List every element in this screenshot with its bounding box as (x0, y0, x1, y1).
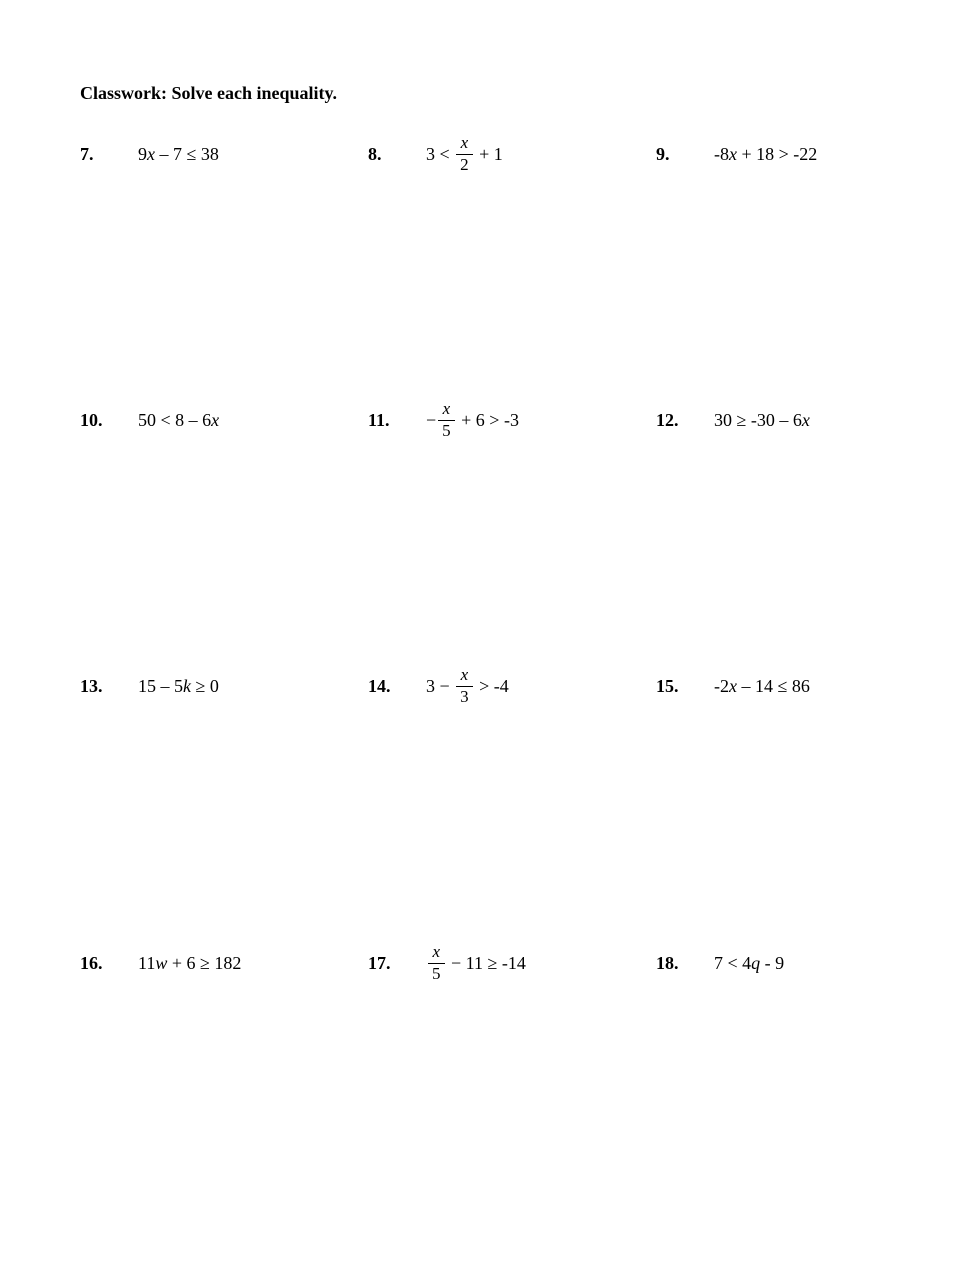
expression-text: – 7 ≤ 38 (155, 143, 219, 164)
problem-expression (138, 953, 241, 974)
problem-number: 11. (368, 409, 390, 430)
expression-text: – 14 ≤ 86 (737, 675, 810, 696)
problem-expression (138, 410, 219, 431)
problem-number: 8. (368, 143, 382, 164)
variable: x (801, 409, 810, 430)
expression-text: 7 < 4 (714, 952, 752, 973)
fraction-denominator: 5 (428, 963, 445, 984)
problem-number: 10. (80, 409, 103, 430)
fraction-numerator: x (442, 399, 451, 419)
problem-expression (714, 676, 810, 697)
problem-expression (138, 144, 219, 165)
problem-expression (426, 665, 509, 707)
problem-number: 18. (656, 952, 679, 973)
expression-text: + 6 ≥ 182 (167, 952, 242, 973)
problem-15 (656, 654, 810, 718)
problem-row (0, 654, 979, 718)
problem-expression (426, 942, 526, 984)
expression-text: − (426, 409, 437, 430)
fraction-denominator: 2 (456, 154, 473, 175)
variable: w (155, 952, 168, 973)
variable: q (751, 952, 761, 973)
problem-expression (426, 133, 503, 175)
problem-expression (714, 144, 817, 165)
expression-text: − 11 ≥ -14 (446, 952, 526, 973)
expression-text: > -4 (474, 675, 509, 696)
problem-18 (656, 931, 784, 995)
fraction-numerator: x (460, 665, 469, 685)
problem-number: 14. (368, 675, 391, 696)
expression-text: 3 − (426, 675, 455, 696)
variable: x (147, 143, 155, 164)
expression-text: -8 (714, 143, 729, 164)
problem-7 (80, 122, 219, 186)
expression-text: + 18 > -22 (737, 143, 818, 164)
problem-number: 9. (656, 143, 670, 164)
problem-number: 7. (80, 143, 94, 164)
fraction-denominator: 5 (438, 420, 455, 441)
problem-14 (368, 654, 509, 718)
problem-11 (368, 388, 519, 452)
variable: k (183, 675, 191, 696)
variable: x (211, 409, 220, 430)
problem-number: 16. (80, 952, 103, 973)
fraction (438, 399, 455, 441)
expression-text: 3 < (426, 143, 455, 164)
problem-expression (714, 410, 810, 431)
fraction (428, 942, 445, 984)
problem-row (0, 931, 979, 995)
fraction (456, 133, 473, 175)
expression-text: 50 < 8 – 6 (138, 409, 212, 430)
variable: x (729, 143, 737, 164)
problem-17 (368, 931, 526, 995)
problem-16 (80, 931, 241, 995)
problem-expression (714, 953, 784, 974)
expression-text: + 6 > -3 (456, 409, 519, 430)
expression-text: - 9 (760, 952, 785, 973)
expression-text: ≥ 0 (191, 675, 219, 696)
expression-text: 11 (138, 952, 156, 973)
problem-13 (80, 654, 219, 718)
problem-row (0, 122, 979, 186)
problem-12 (656, 388, 810, 452)
expression-text: 30 ≥ -30 – 6 (714, 409, 802, 430)
fraction-denominator: 3 (456, 686, 473, 707)
fraction (456, 665, 473, 707)
problem-number: 15. (656, 675, 679, 696)
expression-text: -2 (714, 675, 729, 696)
problem-number: 13. (80, 675, 103, 696)
problem-10 (80, 388, 219, 452)
expression-text: 15 – 5 (138, 675, 183, 696)
variable: x (729, 675, 737, 696)
page-title: Classwork: Solve each inequality. (80, 83, 338, 103)
expression-text: 9 (138, 143, 147, 164)
problem-number: 12. (656, 409, 679, 430)
problem-8 (368, 122, 503, 186)
problem-row (0, 388, 979, 452)
fraction-numerator: x (432, 942, 441, 962)
fraction-numerator: x (460, 133, 469, 153)
problem-expression (138, 676, 219, 697)
expression-text: + 1 (474, 143, 503, 164)
problem-number: 17. (368, 952, 391, 973)
problem-9 (656, 122, 817, 186)
problem-expression (426, 399, 519, 441)
